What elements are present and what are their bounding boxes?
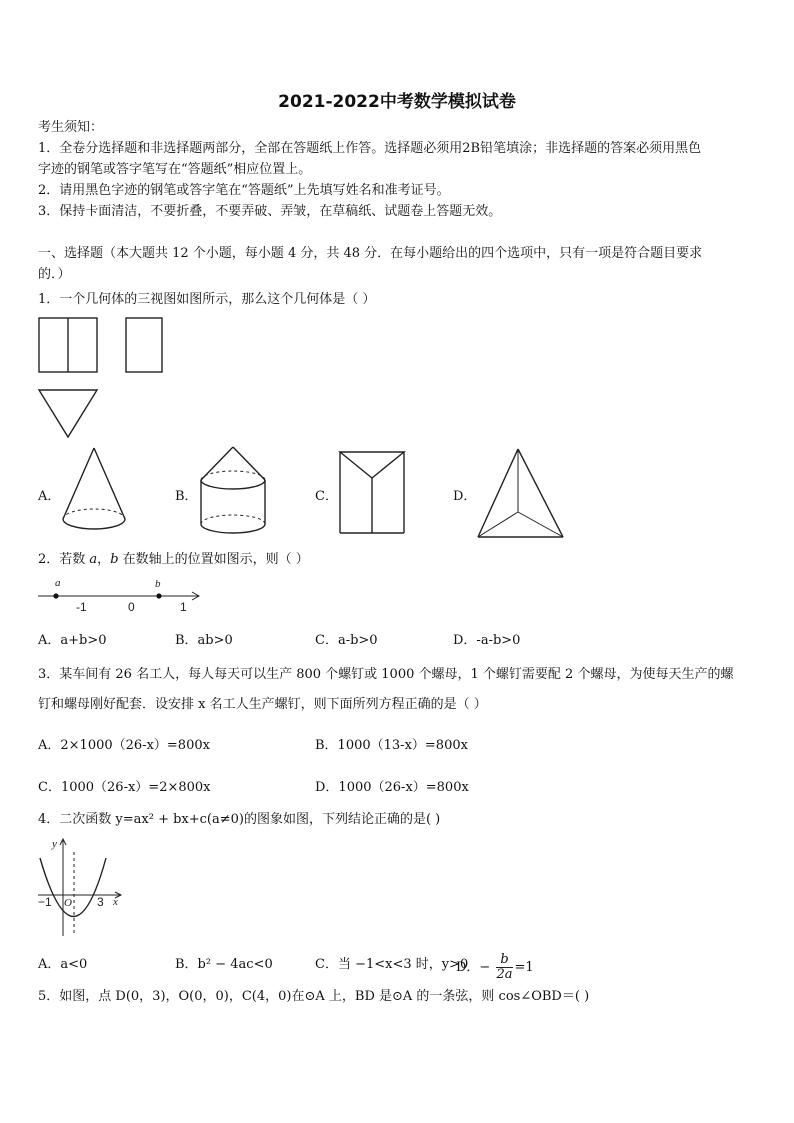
option-d: D．-a-b>0 [453,633,521,648]
option-c: C．1000（26-x）=2×800x [38,780,211,795]
option-a: A．2×1000（26-x）=800x [38,738,210,753]
option-a: A．a<0 [38,957,88,972]
root-left-label: −1 [38,895,52,909]
section-header: 一、选择题（本大题共 12 个小题，每小题 4 分，共 48 分．在每小题给出的四个选项中，只有一项是符合题目要求 [38,246,703,261]
question-stem: 1．一个几何体的三视图如图所示，那么这个几何体是（ ） [38,292,376,307]
section-header: 的．） [38,267,71,282]
tick-1: 1 [180,600,187,614]
notice-line: 2．请用黑色字迹的钢笔或答字笔在“答题纸”上先填写姓名和准考证号。 [38,183,450,198]
option-c-label: C． [315,489,338,504]
option-d: D．1000（26-x）=800x [315,780,469,795]
x-axis-label: x [113,896,118,908]
notice-heading: 考生须知： [38,120,104,135]
notice-line: 1．全卷分选择题和非选择题两部分，全部在答题纸上作答。选择题必须用2B铅笔填涂；非选择题的答案必须用黑色 [38,141,702,156]
origin-label: O [64,897,72,909]
page-title: 2021-2022中考数学模拟试卷 [278,92,516,112]
fraction: $\frac{b}{2a}$ [496,952,513,982]
tick-neg1: -1 [76,600,87,614]
question-stem: 5．如图，点 D(0，3)，O(0，0)，C(4，0)在⊙A 上，BD 是⊙A 的一条弦，则 cos∠OBD＝( ) [38,989,590,1004]
option-a-label: A． [38,489,61,504]
option-b: B．1000（13-x）=800x [315,738,468,753]
option-b: B．ab>0 [175,633,233,648]
option-b-label: B． [175,489,198,504]
option-a: A．a+b>0 [38,633,107,648]
notice-line: 字迹的钢笔或答字笔写在“答题纸”相应位置上。 [38,162,312,177]
y-axis-label: y [52,838,57,850]
question-stem: 3．某车间有 26 名工人，每人每天可以生产 800 个螺钉或 1000 个螺母，1 个螺钉需要配 2 个螺母，为使每天生产的螺 [38,667,734,682]
option-c: C．a-b>0 [315,633,378,648]
question-stem: 钉和螺母刚好配套．设安排 x 名工人生产螺钉，则下面所列方程正确的是（ ） [38,697,487,712]
label-a: a [55,577,61,589]
option-d: D．− $\frac{b}{2a}$ =1 [456,952,534,982]
option-d-label: D． [453,489,477,504]
label-b: b [155,578,161,590]
root-right-label: 3 [97,895,104,909]
notice-line: 3．保持卡面清洁，不要折叠，不要弄破、弄皱，在草稿纸、试题卷上答题无效。 [38,204,502,219]
question-stem: 2．若数 a，b 在数轴上的位置如图示，则（ ） [38,552,309,567]
option-b: B．b² − 4ac<0 [175,957,273,972]
question-stem: 4．二次函数 y=ax² + bx+c(a≠0)的图象如图，下列结论正确的是( ) [38,812,441,827]
option-c: C．当 −1<x<3 时，y>0 [315,957,469,972]
tick-0: 0 [128,600,135,614]
